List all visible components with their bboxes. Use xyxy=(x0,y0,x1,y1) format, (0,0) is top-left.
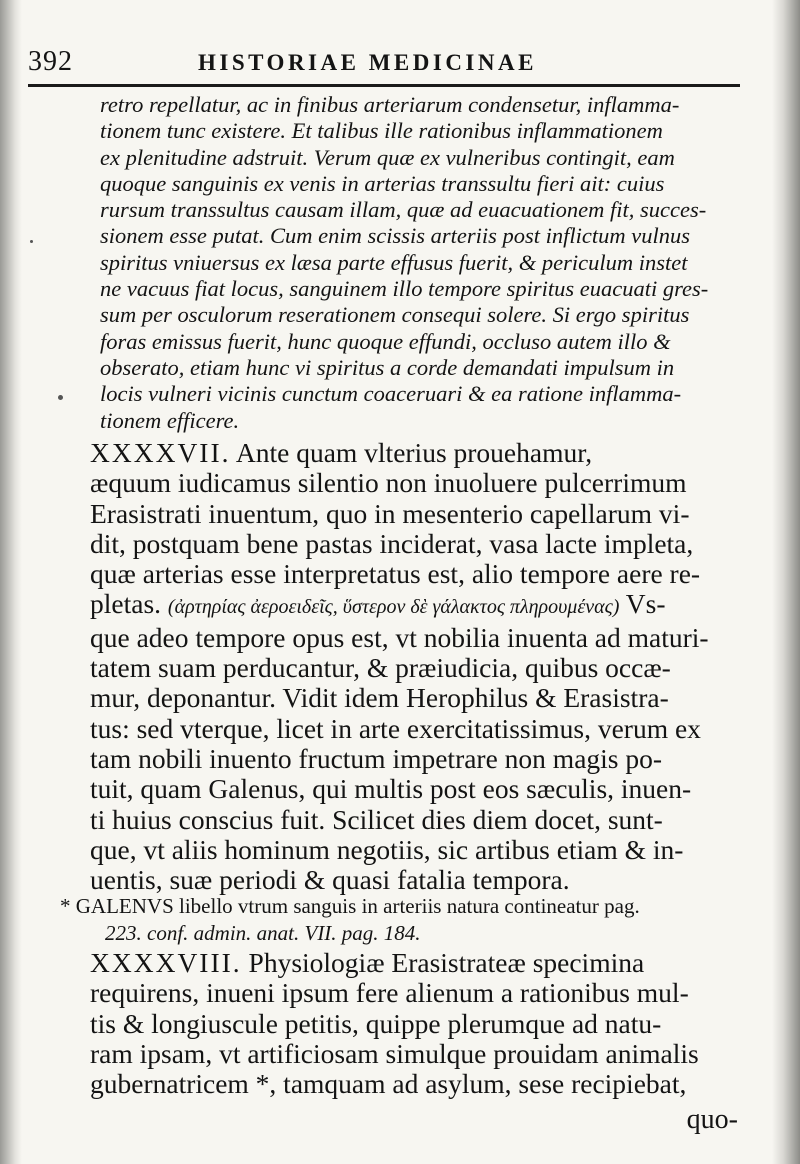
paragraph-text: pletas. xyxy=(90,589,162,620)
gutter-shadow xyxy=(0,0,22,1164)
paragraph-line: que, vt aliis hominum negotiis, sic artibus etiam & in- xyxy=(90,834,684,865)
margin-speck xyxy=(30,240,33,243)
quote-line: ex plenitudine adstruit. Verum quæ ex vulneribus contingit, eam xyxy=(100,144,675,170)
paragraph-first-line xyxy=(90,438,742,468)
quote-line: spiritus vniuersus ex læsa parte effusus fuerit, & periculum instet xyxy=(100,249,688,275)
header-rule xyxy=(28,84,740,87)
footnote-line: 223. conf. admin. anat. VII. pag. 184. xyxy=(105,921,421,945)
paragraph-line-greek xyxy=(90,589,742,622)
paragraph-line: tuit, quam Galenus, qui multis post eos sæculis, inuen- xyxy=(90,774,692,805)
paragraph-line: quæ arterias esse interpretatus est, alio tempore aere re- xyxy=(90,559,701,590)
quote-line: rursum transsultus causam illam, quæ ad euacuationem fit, succes- xyxy=(100,197,707,223)
paragraph-text: Vs- xyxy=(625,589,666,620)
quote-line: retro repellatur, ac in finibus arteriarum condensetur, inflamma- xyxy=(100,92,680,117)
quote-line: foras emissus fuerit, hunc quoque effundi, occluso autem illo & xyxy=(100,328,671,354)
quote-line: locis vulneri vicinis cunctum coaceruari & ea ratione inflamma- xyxy=(100,381,682,407)
footnote-line: * GALENVS libello vtrum sanguis in arteriis natura contineatur pag. xyxy=(60,894,640,918)
paragraph-line: tatem suam perducantur, & præiudicia, quibus occæ- xyxy=(90,653,671,684)
quote-line: sum per osculorum reserationem consequi solere. Si ergo spiritus xyxy=(100,302,690,328)
paragraph-text: Physiologiæ Erasistrateæ specimina xyxy=(248,948,645,978)
paragraph-line: æquum iudicamus silentio non inuoluere pulcerrimum xyxy=(90,468,687,499)
quote-line: tionem efficere. xyxy=(100,407,240,433)
page-number: 392 xyxy=(28,46,73,77)
quote-line: tionem tunc existere. Et talibus ille rationibus inflammationem xyxy=(100,118,663,144)
section-number: XXXXVII. xyxy=(90,438,231,468)
paragraph-line: gubernatricem *, tamquam ad asylum, sese recipiebat, xyxy=(90,1069,687,1100)
greek-quotation: (ἀρτηρίας ἀεροειδεῖς, ὕστερον δὲ γάλακτος πληρουμένας) xyxy=(167,596,620,619)
page-header xyxy=(28,46,738,80)
footnote xyxy=(60,893,740,947)
paragraph-section-37 xyxy=(90,438,742,895)
paragraph-line: uentis, suæ periodi & quasi fatalia tempora. xyxy=(90,865,570,896)
paragraph-first-line xyxy=(90,948,742,978)
catchword: quo- xyxy=(686,1104,738,1135)
paragraph-line: tus: sed vterque, licet in arte exercitatissimus, verum ex xyxy=(90,713,701,744)
paragraph-line: tis & longiuscule petitis, quippe plerumque ad natu- xyxy=(90,1008,662,1039)
quote-line: sionem esse putat. Cum enim scissis arteriis post inflictum vulnus xyxy=(100,223,690,249)
running-head: HISTORIAE MEDICINAE xyxy=(198,50,537,75)
paragraph-line: ti huius conscius fuit. Scilicet dies diem docet, sunt- xyxy=(90,804,663,835)
italic-quotation xyxy=(100,92,740,434)
paragraph-line: Erasistrati inuentum, quo in mesenterio capellarum vi- xyxy=(90,498,690,529)
paragraph-line: que adeo tempore opus est, vt nobilia inuenta ad maturi- xyxy=(90,622,709,653)
edge-shadow xyxy=(772,0,800,1164)
quote-line: ne vacuus fiat locus, sanguinem illo tempore spiritus euacuati gres- xyxy=(100,276,709,302)
paragraph-line: ram ipsam, vt artificiosam simulque prouidam animalis xyxy=(90,1038,699,1069)
margin-speck xyxy=(58,395,63,400)
paragraph-line: tam nobili inuento fructum impetrare non magis po- xyxy=(90,743,663,774)
paragraph-line: requirens, inueni ipsum fere alienum a rationibus mul- xyxy=(90,978,689,1009)
paragraph-line: dit, postquam bene pastas inciderat, vasa lacte impleta, xyxy=(90,528,694,559)
section-number: XXXXVIII. xyxy=(90,948,242,978)
paragraph-section-38 xyxy=(90,948,742,1099)
quote-line: quoque sanguinis ex venis in arterias transsultu fieri ait: cuius xyxy=(100,170,665,196)
quote-line: obserato, etiam hunc vi spiritus a corde demandati impulsum in xyxy=(100,354,675,380)
paragraph-line: mur, deponantur. Vidit idem Herophilus & Erasistra- xyxy=(90,683,669,714)
paragraph-text: Ante quam vlterius prouehamur, xyxy=(235,438,593,468)
